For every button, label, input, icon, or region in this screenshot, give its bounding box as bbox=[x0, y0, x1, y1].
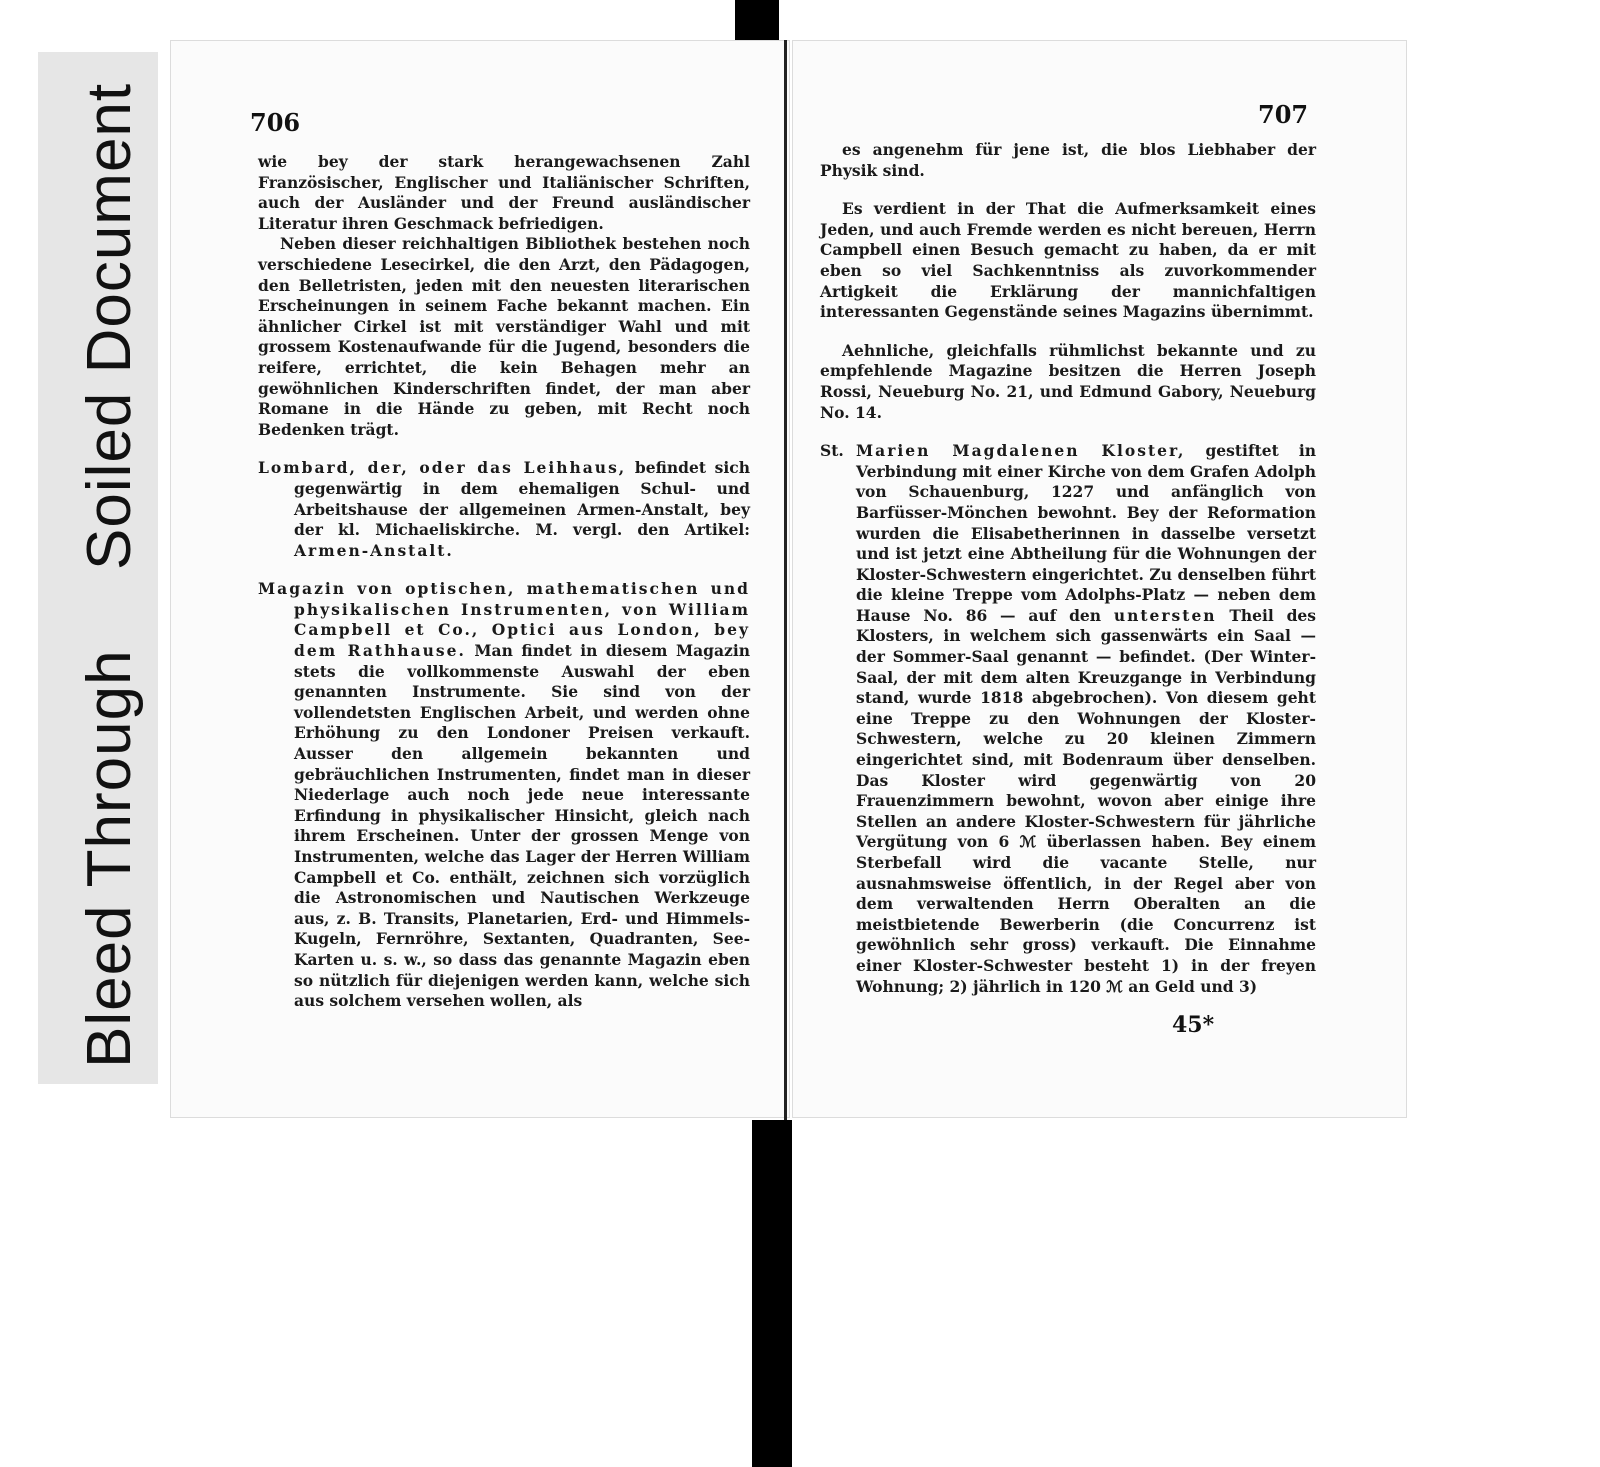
entry-emphasis: untersten bbox=[1113, 605, 1217, 625]
label-soiled-document: Soiled Document bbox=[75, 82, 144, 570]
entry-heading: Lombard, der, oder das Leihhaus, bbox=[258, 458, 627, 478]
entry-body: gestiftet in Verbindung mit einer Kirche von dem Grafen Adolph von Schauenburg, 1227 und anfänglich von Barfüsser-Mönchen bewohnt. Bey der Reformation wurden die Elisabetherinnen in dasselbe versetzt und ist jetzt eine Abtheilung für die Wohnungen der Kloster-Schwestern eingerichtet. Zu denselben führt die kleine Treppe vom Adolphs-Platz — neben dem Hause No. 86 — auf den bbox=[856, 441, 1316, 625]
signature-mark: 45* bbox=[1172, 1012, 1215, 1038]
paragraph: Aehnliche, gleichfalls rühmlichst bekannte und zu empfehlende Magazine besitzen die Herren Joseph Rossi, Neueburg No. 21, und Edmund Gabory, Neueburg No. 14. bbox=[820, 340, 1316, 422]
entry-heading: Magazin von optischen, mathematischen und physikalischen Instrumenten, von William Campbell et Co., Optici aus London, bey dem Rathhause. bbox=[258, 579, 750, 661]
entry-body: Man findet in diesem Magazin stets die vollkommenste Auswahl der eben genannten Instrumente. Sie sind von der vollendetsten Englischen Arbeit, und werden ohne Erhöhung zu den Londoner Preisen verkauft. Ausser den allgemein bekannten und gebräuchlichen Instrumenten, findet man in dieser Niederlage auch noch jede neue interessante Erfindung in physikalischer Hinsicht, gleich nach ihrem Erscheinen. Unter der grossen Menge von Instrumenten, welche das Lager der Herren William Campbell et Co. enthält, zeichnen sich vorzüglich die Astronomischen und Nautischen Werkzeuge aus, z. B. Transits, Planetarien, Erd- und Himmels-Kugeln, Fernröhre, Sextanten, Quadranten, See-Karten u. s. w., so dass das genannte Magazin eben so nützlich für diejenigen werden kann, welche sich aus solchem versehen wollen, als bbox=[294, 641, 750, 1011]
paragraph: Es verdient in der That die Aufmerksamkeit eines Jeden, und auch Fremde werden es nicht bereuen, Herrn Campbell einen Besuch gemacht zu haben, da er mit eben so viel Sachkenntniss als zuvorkommender Artigkeit die Erklärung der mannichfaltigen interessanten Gegenstände seines Magazins übernimmt. bbox=[820, 199, 1316, 322]
left-text-column bbox=[258, 152, 750, 1030]
book-gutter bbox=[784, 40, 787, 1120]
entry-kloster bbox=[820, 441, 1316, 997]
entry-number: St. bbox=[820, 441, 844, 461]
paragraph: wie bey der stark herangewachsenen Zahl Französischer, Englischer und Italiänischer Schriften, auch der Ausländer und der Freund ausländischer Literatur ihren Geschmack befriedigen. bbox=[258, 152, 750, 233]
left-page-number: 706 bbox=[250, 108, 301, 137]
right-page-number: 707 bbox=[1258, 100, 1309, 129]
entry-magazin bbox=[258, 579, 750, 1011]
paragraph: es angenehm für jene ist, die blos Liebhaber der Physik sind. bbox=[820, 140, 1316, 180]
binding-strip-bottom bbox=[752, 1120, 792, 1467]
entry-heading: Marien Magdalenen Kloster, bbox=[856, 441, 1186, 461]
label-bleed-through: Bleed Through bbox=[75, 649, 144, 1068]
paragraph: Neben dieser reichhaltigen Bibliothek bestehen noch verschiedene Lesecirkel, die den Arzt, den Pädagogen, den Belletristen, jeden mit den neuesten literarischen Erscheinungen in seinem Fache bekannt machen. Ein ähnlicher Cirkel ist mit verständiger Wahl und mit grossem Kostenaufwande für die Jugend, besonders die reifere, errichtet, die kein Behagen mehr an gewöhnlichen Kinderschriften findet, der man aber Romane in die Hände zu geben, mit Recht noch Bedenken trägt. bbox=[258, 234, 750, 439]
entry-reference: Armen-Anstalt. bbox=[294, 540, 454, 560]
entry-body: Theil des Klosters, in welchem sich gassenwärts ein Saal — der Sommer-Saal genannt — befindet. (Der Winter-Saal, der mit dem alten Kreuzgange in Verbindung stand, wurde 1818 abgebrochen). Von diesem geht eine Treppe zu den Wohnungen der Kloster-Schwestern, welche zu 20 kleinen Zimmern eingerichtet sind, mit Bodenraum über denselben. Das Kloster wird gegenwärtig von 20 Frauenzimmern bewohnt, wovon aber einige ihre Stellen an andere Kloster-Schwestern für jährliche Vergütung von 6 ℳ überlassen haben. Bey einem Sterbefall wird die vacante Stelle, nur ausnahmsweise öffentlich, in der Regel aber von dem verwaltenden Herrn Oberalten an die meistbietende Bewerberin (die Concurrenz ist gewöhnlich sehr gross) verkauft. Die Einnahme einer Kloster-Schwester besteht 1) in der freyen Wohnung; 2) jährlich in 120 ℳ an Geld und 3) bbox=[856, 605, 1316, 996]
entry-lombard bbox=[258, 458, 750, 561]
entry-body: befindet sich gegenwärtig in dem ehemaligen Schul- und Arbeitshause der allgemeinen Armen-Anstalt, bey der kl. Michaeliskirche. M. vergl. den Artikel: bbox=[294, 458, 750, 540]
right-text-column bbox=[820, 140, 1316, 1015]
